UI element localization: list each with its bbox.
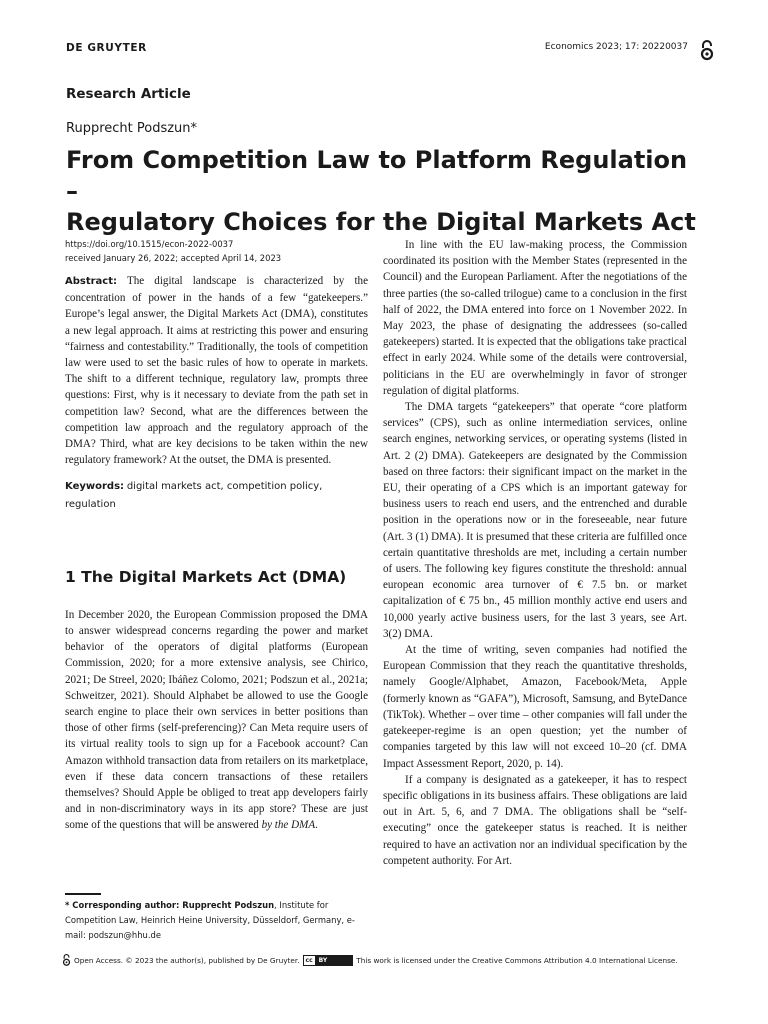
cc-badge-by: BY [316, 956, 331, 965]
paragraph: At the time of writing, seven companies had notified the European Commission that they reach the quantitative thresholds, namely Google/Alphabet, Amazon, Facebook/Meta, Apple (formerly known as “GAFA”), Microsoft, Samsung, and ByteDance (TikTok). Whether – over time – other companies will fall under the gatekeeper-regime is an open question; yet the number of companies targeted by this law will not exceed 10–20 (cf. DMA Impact Assessment Report, 2020, p. 14). [383, 644, 687, 770]
section-heading: 1 The Digital Markets Act (DMA) [65, 567, 347, 586]
author-name: Rupprecht Podszun* [66, 121, 198, 136]
paragraph: If a company is designated as a gatekeeper, it has to respect specific obligations in its business affairs. These obligations are laid out in Art. 5, 6, and 7 DMA. The obligations shall be “self-executing” once the gatekeeper status is reached. It is neither required to have an activation nor an individual specification by the competent authority. For Art. [383, 773, 687, 867]
section-1-paragraph-text: In December 2020, the European Commission proposed the DMA to answer widespread concerns regarding the power and market behavior of the operators of digital platforms (European Commission, 2020; for a more extensive analysis, see Chirico, 2021; De Streel, 2020; Ibáñez Colomo, 2021; Podszun et al., 2021a; Schweitzer, 2021). Should Alphabet be allowed to use the Google search engine to place their own services in better positions than those of other firms (self-preferencing)? Can Meta require users of its virtual reality tools to sign up for a Facebook account? Can Amazon withhold transaction data from retailers on its marketplace, even if these data concern transactions of these retailers themselves? Should Apple be obliged to treat app developers fairly and in non-discriminatory ways in its app store? These are just some of the questions that will be answered [65, 608, 368, 832]
article-title [66, 145, 706, 238]
cc-badge-bar [330, 956, 352, 965]
abstract [65, 273, 368, 468]
paragraph: In line with the EU law-making process, the Commission coordinated its position with the Member States (represented in the Council) and the European Parliament. After the negotiations of the three parties (the so-called trilogue) came to a conclusion in the first half of 2022, the DMA entered into force on 1 November 2022. In May 2023, the phase of designating the addressees (so-called gatekeepers) started. It is expected that the obligations take practical effect in early 2024. While some of the details were controversial, politicians in the EU are overwhelmingly in favor of stronger regulation of digital platforms. [383, 239, 687, 397]
right-column [383, 237, 687, 869]
open-access-icon [700, 40, 714, 62]
title-line-1: From Competition Law to Platform Regulation – [66, 146, 688, 205]
footnote-label: * Corresponding author: Rupprecht Podszun [65, 900, 275, 910]
paragraph: The DMA targets “gatekeepers” that operate “core platform services” (CPS), such as online intermediation services, online search engines, networking services, or operating systems (listed in Art. 2 (2) DMA). Gatekeepers are designated by the Commission based on three factors: their significant impact on the market in the EU, their operating of a CPS which is an important gateway for business users to reach end users, and the entrenched and durable position in the operations now or in the foreseeable, near future (Art. 3 (1) DMA). It is presumed that these criteria are fulfilled once certain quantitative thresholds are met, including a certain number of users. The following key figures constitute the threshold: annual european economic area turnover of € 7.5 bn. or market capitalization of € 75 bn., 45 million monthly active end users and 10,000 yearly active business users, for the last 3 years, see Art. 3(2) DMA. [383, 401, 687, 640]
cc-badge-cc: cc [304, 956, 316, 965]
section-1-paragraph [65, 607, 368, 834]
section-1-paragraph-end: . [315, 819, 318, 832]
license-line [62, 954, 722, 967]
keywords-text: digital markets act, competition policy, regulation [65, 481, 323, 510]
footnote-divider [65, 893, 101, 895]
open-access-icon [62, 954, 71, 967]
keywords-label: Keywords: [65, 481, 125, 493]
footnote-text: , Institute for Competition Law, Heinrich Heine University, Düsseldorf, Germany, e-mail: podszun@hhu.de [65, 900, 355, 940]
doi-link[interactable]: https://doi.org/10.1515/econ-2022-0037 [65, 239, 234, 249]
cc-by-badge[interactable] [303, 955, 354, 966]
journal-reference: Economics 2023; 17: 20220037 [544, 42, 688, 52]
section-1-paragraph-emphasis: by the DMA [261, 819, 316, 832]
license-text: This work is licensed under the Creative Commons Attribution 4.0 International License. [356, 955, 678, 965]
left-column [65, 237, 368, 834]
open-access-statement: Open Access. © 2023 the author(s), published by De Gruyter. [74, 955, 300, 965]
abstract-text: The digital landscape is characterized by the concentration of power in the hands of a few “gatekeepers.” Europe’s legal answer, the Digital Markets Act (DMA), constitutes a new legal approach. It aims at restricting this power and ensuring “fairness and contestability.” Traditionally, the tools of competition law were used to set the basic rules of how to operate in markets. The shift to a different technique, regulatory law, prompts three questions: First, why is it necessary to deviate from the path set in competition law? Second, what are the differences between the competition law approach and the regulatory approach of the DMA? Third, what are key decisions to be taken within the new regulatory framework? At the outset, the DMA is presented. [65, 275, 368, 467]
received-dates: received January 26, 2022; accepted April 14, 2023 [65, 253, 282, 263]
keywords [65, 478, 368, 512]
publisher-name: DE GRUYTER [66, 42, 147, 54]
title-line-2: Regulatory Choices for the Digital Markets Act [66, 208, 696, 236]
article-type: Research Article [66, 86, 191, 102]
corresponding-author-footnote [65, 898, 365, 943]
abstract-label: Abstract: [65, 276, 118, 287]
